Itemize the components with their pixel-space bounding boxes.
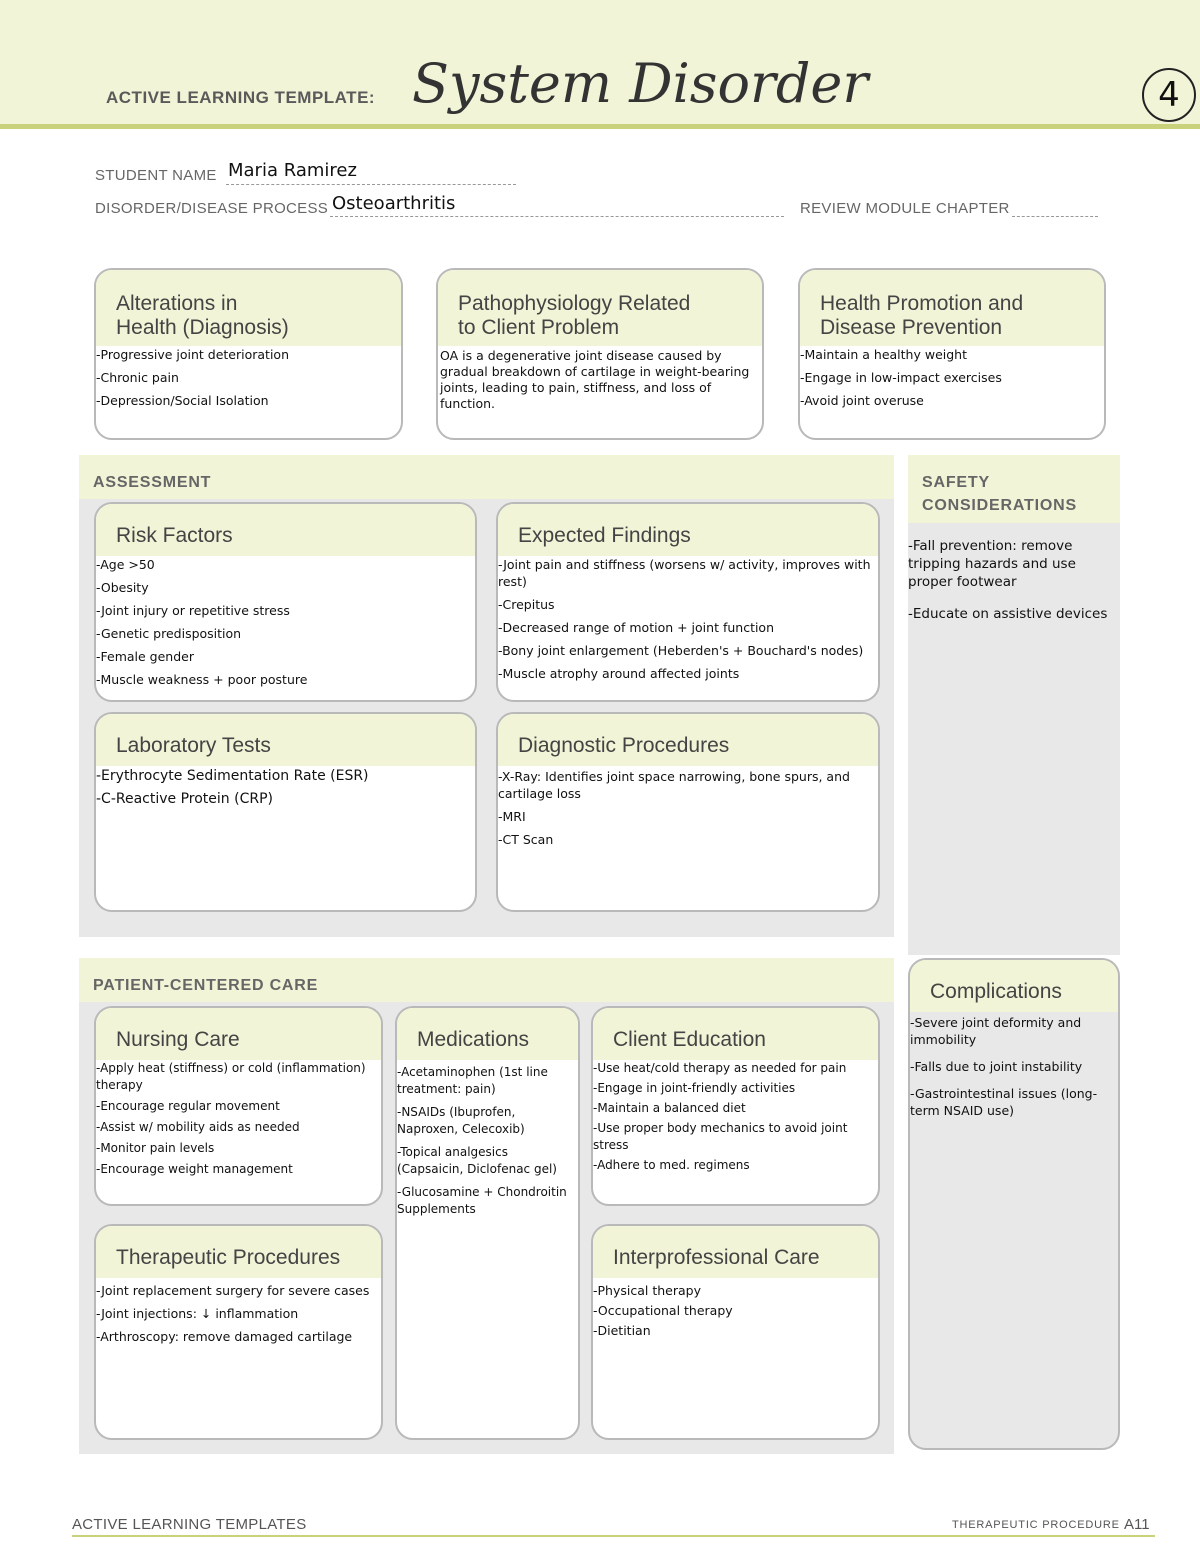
safety-list: [908, 537, 1114, 623]
assessment-heading: ASSESSMENT: [93, 474, 212, 491]
list-item: -Crepitus: [498, 597, 555, 612]
header-rule: [0, 124, 1200, 129]
footer-rule: [72, 1535, 1155, 1537]
diagnostic-procedures-list: [498, 768, 874, 854]
therapeutic-procedures-box: [94, 1224, 383, 1440]
interprofessional-care-box: [591, 1224, 880, 1440]
complications-list: [910, 1014, 1114, 1125]
template-title: System Disorder: [412, 52, 869, 115]
page-number-circle: 4: [1142, 68, 1196, 122]
list-item: -Decreased range of motion + joint function: [498, 620, 775, 635]
list-item: -Chronic pain: [96, 370, 179, 385]
list-item: -Engage in low-impact exercises: [800, 370, 1002, 385]
diagnostic-procedures-title: Diagnostic Procedures: [518, 734, 730, 757]
list-item: -Avoid joint overuse: [800, 393, 924, 408]
expected-findings-title: Expected Findings: [518, 524, 691, 547]
risk-factors-box: [94, 502, 477, 702]
pathophysiology-title-2: to Client Problem: [458, 316, 620, 339]
list-item: -Apply heat (stiffness) or cold (inflammation) therapy: [96, 1061, 366, 1092]
pathophysiology-text: OA is a degenerative joint disease caused by gradual breakdown of cartilage in weight-bearing joints, leading to pain, stiffness, and loss of function.: [440, 348, 750, 411]
list-item: -Fall prevention: remove tripping hazards and use proper footwear: [908, 538, 1076, 590]
interprofessional-care-list: [593, 1282, 874, 1342]
laboratory-tests-title: Laboratory Tests: [116, 734, 271, 757]
list-item: -Age >50: [96, 557, 155, 572]
expected-findings-list: [498, 556, 874, 688]
pathophysiology-box: [436, 268, 764, 440]
list-item: -Erythrocyte Sedimentation Rate (ESR): [96, 768, 369, 784]
list-item: -Muscle weakness + poor posture: [96, 672, 308, 687]
health-promotion-list: [800, 346, 1100, 415]
patient-centered-care-heading: PATIENT-CENTERED CARE: [93, 977, 319, 994]
list-item: -Occupational therapy: [593, 1303, 733, 1318]
list-item: -Falls due to joint instability: [910, 1059, 1083, 1074]
list-item: -Joint replacement surgery for severe cases: [96, 1283, 370, 1298]
risk-factors-title: Risk Factors: [116, 524, 233, 547]
student-name-line: [226, 184, 516, 185]
alterations-list: [96, 346, 397, 415]
nursing-care-box: [94, 1006, 383, 1206]
client-education-box: [591, 1006, 880, 1206]
footer-page-number: A11: [1124, 1516, 1150, 1533]
list-item: -Use heat/cold therapy as needed for pain: [593, 1061, 847, 1075]
list-item: -Dietitian: [593, 1323, 651, 1338]
risk-factors-list: [96, 556, 471, 694]
list-item: -Encourage weight management: [96, 1162, 293, 1176]
nursing-care-list: [96, 1060, 377, 1182]
list-item: -Monitor pain levels: [96, 1141, 215, 1155]
list-item: -Adhere to med. regimens: [593, 1158, 750, 1172]
disorder-line: [330, 216, 784, 217]
disorder-label: DISORDER/DISEASE PROCESS: [95, 200, 329, 217]
list-item: -Arthroscopy: remove damaged cartilage: [96, 1329, 353, 1344]
list-item: -Acetaminophen (1st line treatment: pain): [397, 1065, 548, 1096]
list-item: -Joint injections: ↓ inflammation: [96, 1306, 299, 1321]
complications-box: [908, 958, 1120, 1450]
review-module-line[interactable]: [1012, 216, 1098, 217]
template-label: ACTIVE LEARNING TEMPLATE:: [106, 88, 376, 107]
safety-heading-1: SAFETY: [922, 474, 990, 491]
list-item: -Bony joint enlargement (Heberden's + Bouchard's nodes): [498, 643, 864, 658]
list-item: -Physical therapy: [593, 1283, 701, 1298]
list-item: -Educate on assistive devices: [908, 606, 1108, 622]
list-item: -Genetic predisposition: [96, 626, 242, 641]
list-item: -CT Scan: [498, 832, 554, 847]
list-item: -Joint injury or repetitive stress: [96, 603, 290, 618]
footer-section-label: THERAPEUTIC PROCEDURE: [952, 1519, 1120, 1531]
health-promotion-title-1: Health Promotion and: [820, 292, 1024, 315]
medications-list: [397, 1064, 574, 1224]
disorder-field[interactable]: Osteoarthritis: [332, 193, 456, 214]
complications-title: Complications: [930, 980, 1062, 1003]
list-item: -Glucosamine + Chondroitin Supplements: [397, 1185, 567, 1216]
nursing-care-title: Nursing Care: [116, 1028, 240, 1051]
list-item: -Depression/Social Isolation: [96, 393, 269, 408]
therapeutic-procedures-list: [96, 1282, 377, 1351]
health-promotion-box: [798, 268, 1106, 440]
diagnostic-procedures-box: [496, 712, 880, 912]
alterations-box: [94, 268, 403, 440]
medications-title: Medications: [417, 1028, 530, 1051]
list-item: -NSAIDs (Ibuprofen, Naproxen, Celecoxib): [397, 1105, 525, 1136]
list-item: -Gastrointestinal issues (long-term NSAID use): [910, 1086, 1098, 1118]
health-promotion-title-2: Disease Prevention: [820, 316, 1003, 339]
list-item: -X-Ray: Identifies joint space narrowing, bone spurs, and cartilage loss: [498, 769, 850, 801]
laboratory-tests-list: [96, 768, 471, 814]
client-education-list: [593, 1060, 874, 1177]
student-name-label: STUDENT NAME: [95, 167, 217, 184]
expected-findings-box: [496, 502, 880, 702]
list-item: -Assist w/ mobility aids as needed: [96, 1120, 300, 1134]
list-item: -Muscle atrophy around affected joints: [498, 666, 740, 681]
list-item: -Female gender: [96, 649, 194, 664]
list-item: -MRI: [498, 809, 526, 824]
list-item: -Severe joint deformity and immobility: [910, 1015, 1082, 1047]
list-item: -Use proper body mechanics to avoid joint stress: [593, 1121, 848, 1152]
interprofessional-care-title: Interprofessional Care: [613, 1246, 820, 1269]
medications-box: [395, 1006, 580, 1440]
list-item: -Progressive joint deterioration: [96, 347, 289, 362]
client-education-title: Client Education: [613, 1028, 766, 1051]
review-module-label: REVIEW MODULE CHAPTER: [800, 200, 1010, 217]
list-item: -C-Reactive Protein (CRP): [96, 791, 273, 807]
safety-panel: [908, 455, 1120, 955]
alterations-title-2: Health (Diagnosis): [116, 316, 289, 339]
list-item: -Maintain a healthy weight: [800, 347, 967, 362]
list-item: -Engage in joint-friendly activities: [593, 1081, 796, 1095]
pathophysiology-title-1: Pathophysiology Related: [458, 292, 691, 315]
list-item: -Maintain a balanced diet: [593, 1101, 746, 1115]
safety-heading-2: CONSIDERATIONS: [922, 497, 1077, 514]
footer-label: ACTIVE LEARNING TEMPLATES: [72, 1516, 307, 1533]
list-item: -Obesity: [96, 580, 149, 595]
list-item: -Encourage regular movement: [96, 1099, 280, 1113]
therapeutic-procedures-title: Therapeutic Procedures: [116, 1246, 341, 1269]
laboratory-tests-box: [94, 712, 477, 912]
student-name-field[interactable]: Maria Ramirez: [228, 160, 357, 181]
list-item: -Topical analgesics (Capsaicin, Diclofenac gel): [397, 1145, 557, 1176]
alterations-title-1: Alterations in: [116, 292, 238, 315]
list-item: -Joint pain and stiffness (worsens w/ activity, improves with rest): [498, 557, 871, 589]
